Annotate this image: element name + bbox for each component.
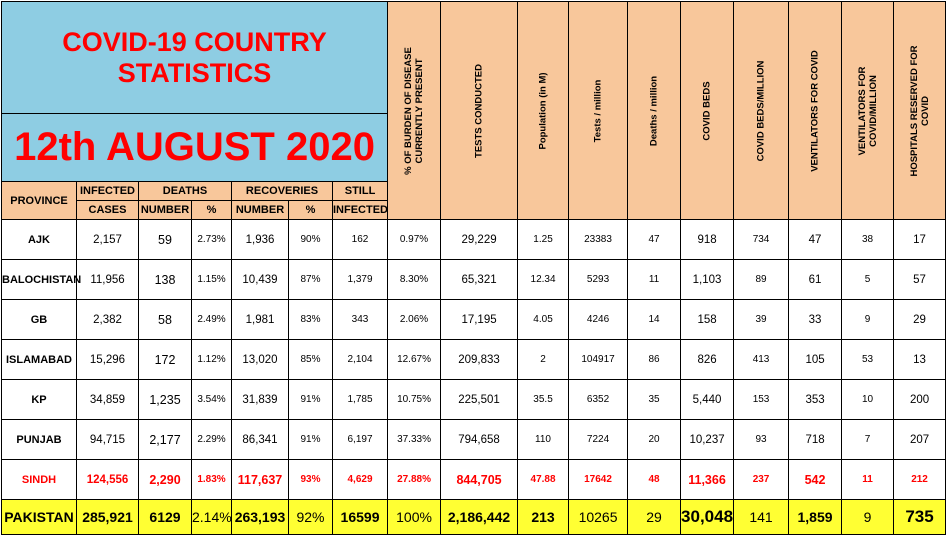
hospitals-cell: 212: [894, 460, 946, 500]
header-population: Population (in M): [518, 2, 569, 220]
population-cell: 1.25: [518, 220, 569, 260]
recoveries-cell: 117,637: [232, 460, 289, 500]
infected-cell: 124,556: [77, 460, 139, 500]
report-title: COVID-19 COUNTRY STATISTICS: [2, 2, 388, 114]
total-population-cell: 213: [518, 500, 569, 535]
header-cases: CASES: [77, 201, 139, 220]
infected-cell: 94,715: [77, 420, 139, 460]
ventilators-per-million-cell: 53: [842, 340, 894, 380]
beds-per-million-cell: 39: [734, 300, 789, 340]
table-row: [2, 460, 946, 500]
total-still-infected-cell: 16599: [333, 500, 388, 535]
total-row: [2, 500, 946, 535]
deaths-percent-cell: 2.29%: [192, 420, 232, 460]
recoveries-percent-cell: 87%: [289, 260, 333, 300]
beds-cell: 158: [681, 300, 734, 340]
tests-cell: 17,195: [441, 300, 518, 340]
total-burden-cell: 100%: [388, 500, 441, 535]
ventilators-per-million-cell: 5: [842, 260, 894, 300]
province-cell: AJK: [2, 220, 77, 260]
deaths-percent-cell: 2.73%: [192, 220, 232, 260]
total-infected-cell: 285,921: [77, 500, 139, 535]
deaths-percent-cell: 1.83%: [192, 460, 232, 500]
tests-per-million-cell: 5293: [569, 260, 628, 300]
deaths-cell: 2,177: [139, 420, 192, 460]
beds-per-million-cell: 734: [734, 220, 789, 260]
population-cell: 2: [518, 340, 569, 380]
ventilators-cell: 33: [789, 300, 842, 340]
recoveries-cell: 10,439: [232, 260, 289, 300]
tests-cell: 794,658: [441, 420, 518, 460]
recoveries-percent-cell: 91%: [289, 380, 333, 420]
hospitals-cell: 29: [894, 300, 946, 340]
deaths-cell: 59: [139, 220, 192, 260]
deaths-per-million-cell: 35: [628, 380, 681, 420]
tests-cell: 844,705: [441, 460, 518, 500]
total-tests-per-million-cell: 10265: [569, 500, 628, 535]
deaths-percent-cell: 2.49%: [192, 300, 232, 340]
beds-per-million-cell: 413: [734, 340, 789, 380]
deaths-per-million-cell: 47: [628, 220, 681, 260]
beds-cell: 826: [681, 340, 734, 380]
ventilators-cell: 718: [789, 420, 842, 460]
table-row: [2, 260, 946, 300]
province-cell: PUNJAB: [2, 420, 77, 460]
tests-per-million-cell: 7224: [569, 420, 628, 460]
header-deaths-number: NUMBER: [139, 201, 192, 220]
report-date: 12th AUGUST 2020: [2, 114, 388, 182]
deaths-per-million-cell: 86: [628, 340, 681, 380]
total-deaths-percent-cell: 2.14%: [192, 500, 232, 535]
deaths-per-million-cell: 20: [628, 420, 681, 460]
header-still: STILL: [333, 182, 388, 201]
tests-per-million-cell: 23383: [569, 220, 628, 260]
deaths-cell: 58: [139, 300, 192, 340]
deaths-cell: 2,290: [139, 460, 192, 500]
population-cell: 4.05: [518, 300, 569, 340]
burden-cell: 37.33%: [388, 420, 441, 460]
header-tests: TESTS CONDUCTED: [441, 2, 518, 220]
still-infected-cell: 4,629: [333, 460, 388, 500]
beds-cell: 1,103: [681, 260, 734, 300]
recoveries-cell: 1,981: [232, 300, 289, 340]
total-recoveries-percent-cell: 92%: [289, 500, 333, 535]
covid-statistics-table: [1, 1, 946, 535]
hospitals-cell: 200: [894, 380, 946, 420]
header-hospitals: HOSPITALS RESERVED FOR COVID: [894, 2, 946, 220]
ventilators-cell: 542: [789, 460, 842, 500]
burden-cell: 12.67%: [388, 340, 441, 380]
burden-cell: 27.88%: [388, 460, 441, 500]
ventilators-cell: 61: [789, 260, 842, 300]
infected-cell: 15,296: [77, 340, 139, 380]
deaths-per-million-cell: 48: [628, 460, 681, 500]
ventilators-cell: 105: [789, 340, 842, 380]
deaths-cell: 138: [139, 260, 192, 300]
still-infected-cell: 2,104: [333, 340, 388, 380]
burden-cell: 10.75%: [388, 380, 441, 420]
recoveries-cell: 13,020: [232, 340, 289, 380]
hospitals-cell: 17: [894, 220, 946, 260]
beds-cell: 10,237: [681, 420, 734, 460]
population-cell: 12.34: [518, 260, 569, 300]
hospitals-cell: 207: [894, 420, 946, 460]
tests-cell: 209,833: [441, 340, 518, 380]
ventilators-per-million-cell: 38: [842, 220, 894, 260]
recoveries-cell: 86,341: [232, 420, 289, 460]
beds-cell: 918: [681, 220, 734, 260]
infected-cell: 2,382: [77, 300, 139, 340]
deaths-percent-cell: 1.12%: [192, 340, 232, 380]
infected-cell: 11,956: [77, 260, 139, 300]
table-row: [2, 300, 946, 340]
tests-cell: 29,229: [441, 220, 518, 260]
deaths-per-million-cell: 14: [628, 300, 681, 340]
population-cell: 35.5: [518, 380, 569, 420]
still-infected-cell: 162: [333, 220, 388, 260]
header-covid-beds: COVID BEDS: [681, 2, 734, 220]
ventilators-per-million-cell: 7: [842, 420, 894, 460]
total-beds-per-million-cell: 141: [734, 500, 789, 535]
header-tests-per-million: Tests / million: [569, 2, 628, 220]
total-beds-cell: 30,048: [681, 500, 734, 535]
header-deaths-percent: %: [192, 201, 232, 220]
deaths-cell: 1,235: [139, 380, 192, 420]
tests-cell: 65,321: [441, 260, 518, 300]
recoveries-percent-cell: 85%: [289, 340, 333, 380]
burden-cell: 2.06%: [388, 300, 441, 340]
province-cell: ISLAMABAD: [2, 340, 77, 380]
beds-per-million-cell: 89: [734, 260, 789, 300]
beds-cell: 5,440: [681, 380, 734, 420]
header-beds-per-million: COVID BEDS/MILLION: [734, 2, 789, 220]
beds-per-million-cell: 237: [734, 460, 789, 500]
infected-cell: 2,157: [77, 220, 139, 260]
table-row: [2, 220, 946, 260]
table-row: [2, 380, 946, 420]
deaths-cell: 172: [139, 340, 192, 380]
province-cell: GB: [2, 300, 77, 340]
ventilators-per-million-cell: 11: [842, 460, 894, 500]
total-deaths-per-million-cell: 29: [628, 500, 681, 535]
ventilators-cell: 353: [789, 380, 842, 420]
population-cell: 110: [518, 420, 569, 460]
header-burden: % OF BURDEN OF DISEASE CURRENTLY PRESENT: [388, 2, 441, 220]
header-recoveries-number: NUMBER: [232, 201, 289, 220]
total-ventilators-per-million-cell: 9: [842, 500, 894, 535]
burden-cell: 0.97%: [388, 220, 441, 260]
recoveries-percent-cell: 91%: [289, 420, 333, 460]
total-recoveries-cell: 263,193: [232, 500, 289, 535]
recoveries-percent-cell: 83%: [289, 300, 333, 340]
ventilators-per-million-cell: 10: [842, 380, 894, 420]
recoveries-percent-cell: 93%: [289, 460, 333, 500]
header-deaths: DEATHS: [139, 182, 232, 201]
total-hospitals-cell: 735: [894, 500, 946, 535]
still-infected-cell: 1,379: [333, 260, 388, 300]
table-row: [2, 420, 946, 460]
total-tests-cell: 2,186,442: [441, 500, 518, 535]
province-cell: SINDH: [2, 460, 77, 500]
header-infected: INFECTED: [77, 182, 139, 201]
tests-cell: 225,501: [441, 380, 518, 420]
recoveries-percent-cell: 90%: [289, 220, 333, 260]
ventilators-cell: 47: [789, 220, 842, 260]
beds-per-million-cell: 93: [734, 420, 789, 460]
tests-per-million-cell: 6352: [569, 380, 628, 420]
deaths-percent-cell: 3.54%: [192, 380, 232, 420]
province-cell: KP: [2, 380, 77, 420]
recoveries-cell: 31,839: [232, 380, 289, 420]
population-cell: 47.88: [518, 460, 569, 500]
header-still-infected: INFECTED: [333, 201, 388, 220]
total-ventilators-cell: 1,859: [789, 500, 842, 535]
tests-per-million-cell: 104917: [569, 340, 628, 380]
total-province-cell: PAKISTAN: [2, 500, 77, 535]
hospitals-cell: 13: [894, 340, 946, 380]
recoveries-cell: 1,936: [232, 220, 289, 260]
table-row: [2, 340, 946, 380]
header-ventilators-per-million: VENTILATORS FOR COVID/MILLION: [842, 2, 894, 220]
header-ventilators: VENTILATORS FOR COVID: [789, 2, 842, 220]
still-infected-cell: 343: [333, 300, 388, 340]
still-infected-cell: 1,785: [333, 380, 388, 420]
province-cell: BALOCHISTAN: [2, 260, 77, 300]
header-province: PROVINCE: [2, 182, 77, 220]
burden-cell: 8.30%: [388, 260, 441, 300]
header-recoveries: RECOVERIES: [232, 182, 333, 201]
beds-per-million-cell: 153: [734, 380, 789, 420]
ventilators-per-million-cell: 9: [842, 300, 894, 340]
hospitals-cell: 57: [894, 260, 946, 300]
tests-per-million-cell: 4246: [569, 300, 628, 340]
still-infected-cell: 6,197: [333, 420, 388, 460]
header-recoveries-percent: %: [289, 201, 333, 220]
tests-per-million-cell: 17642: [569, 460, 628, 500]
beds-cell: 11,366: [681, 460, 734, 500]
header-deaths-per-million: Deaths / million: [628, 2, 681, 220]
infected-cell: 34,859: [77, 380, 139, 420]
deaths-percent-cell: 1.15%: [192, 260, 232, 300]
total-deaths-cell: 6129: [139, 500, 192, 535]
deaths-per-million-cell: 11: [628, 260, 681, 300]
